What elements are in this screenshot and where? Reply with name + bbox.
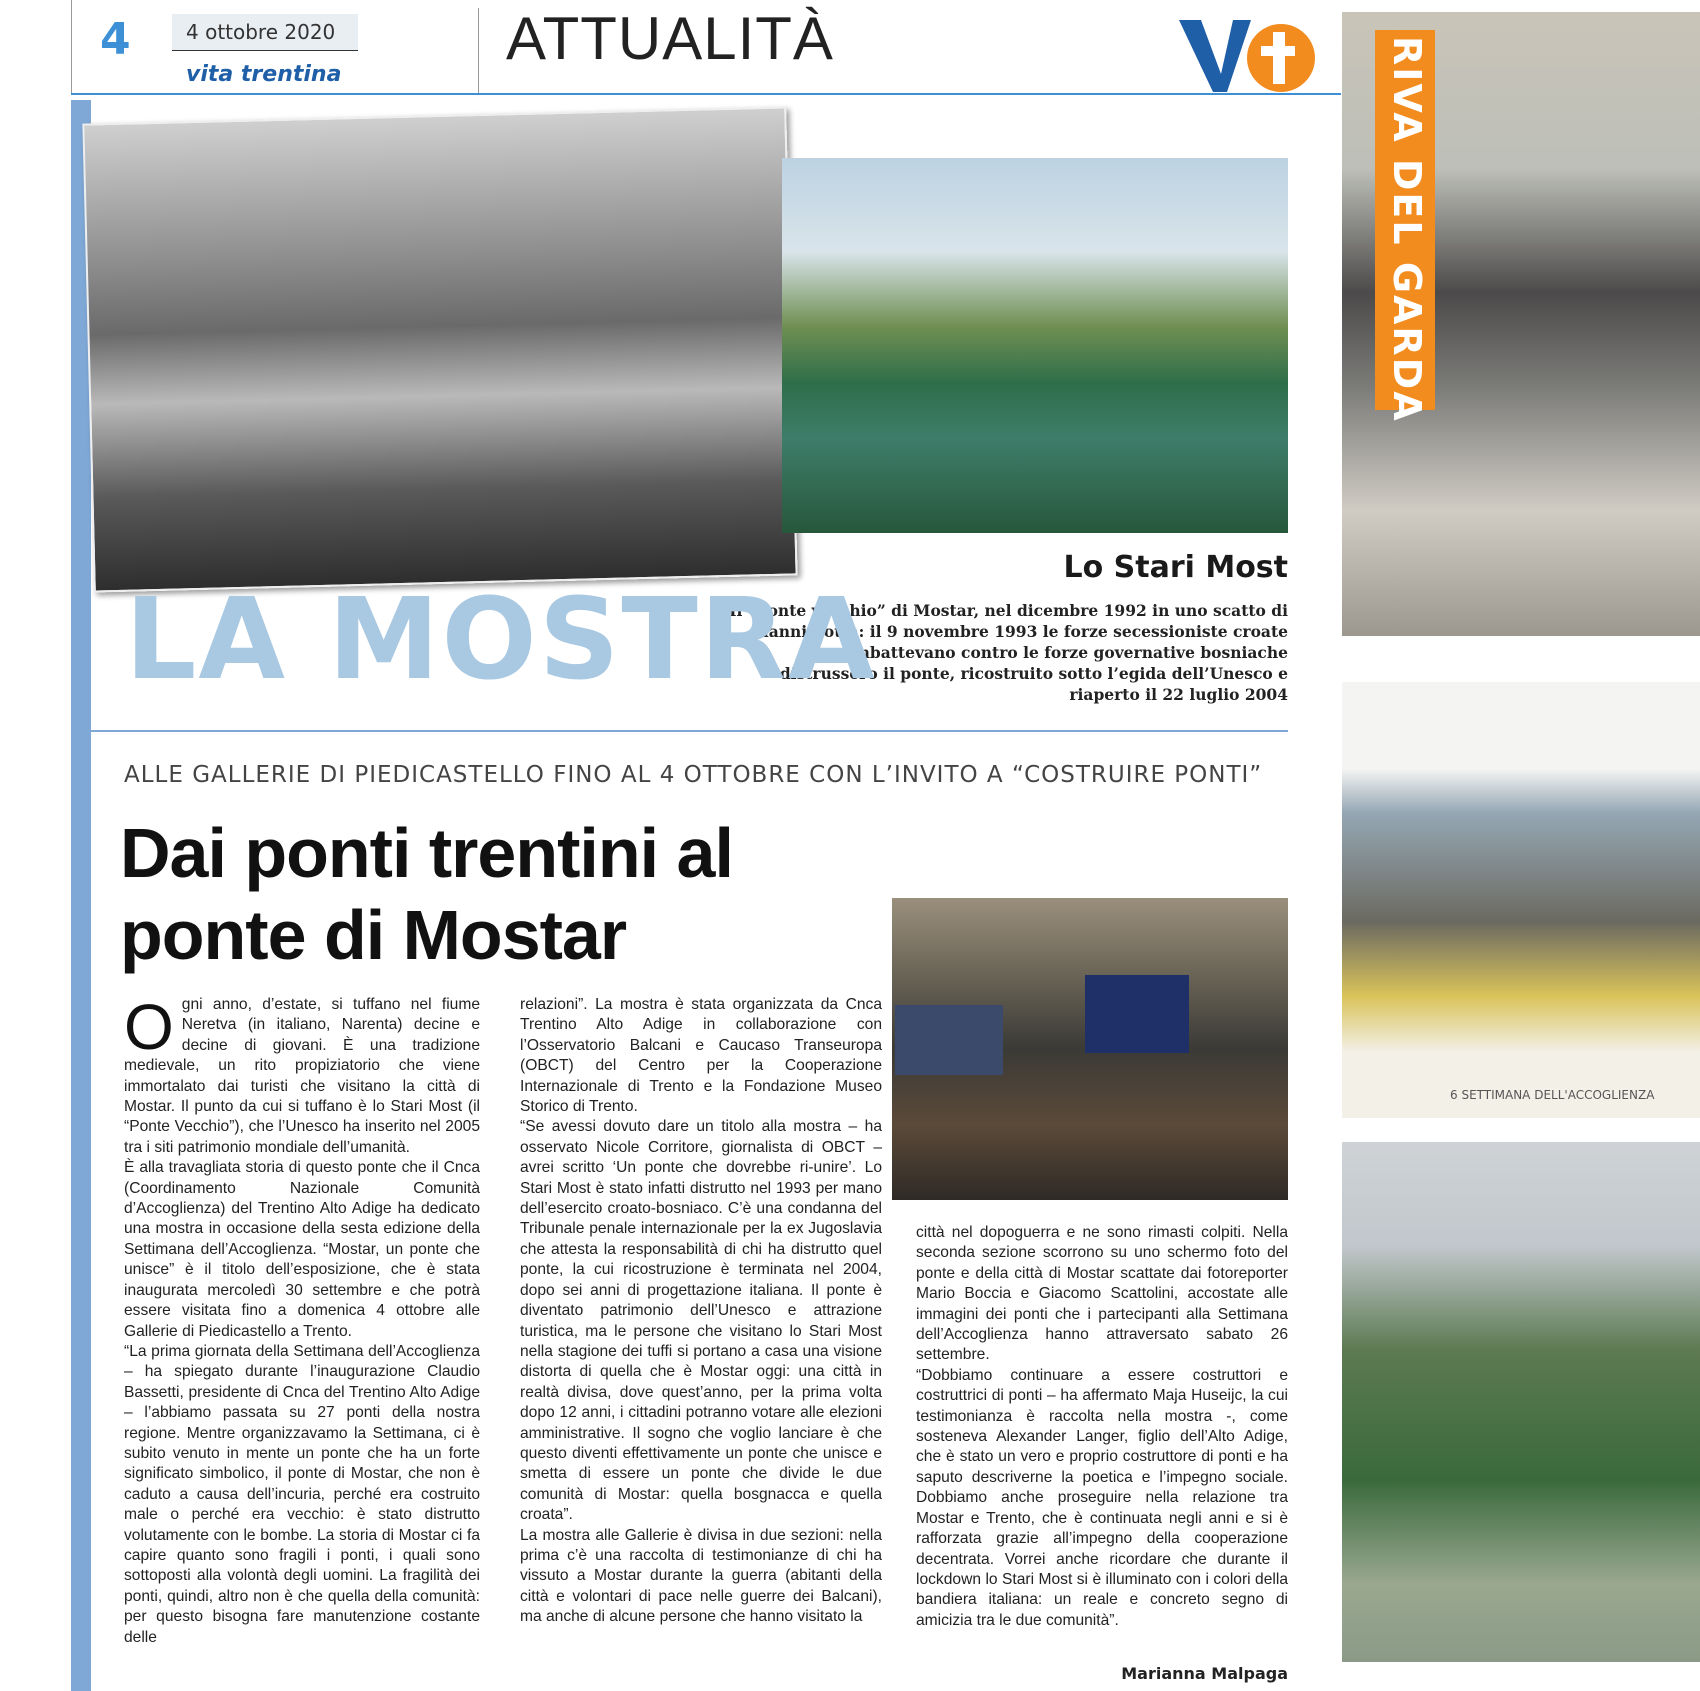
paragraph: “Dobbiamo continuare a essere costruttori e costruttrici di ponti – ha affermato Maja Huseijc, la cui testimonianza è raccolta nella mostra -, come sosteneva Alexander Langer, figlio dell’Alto Adige, che è stato un vero e proprio costruttore di ponti e ha saputo descriverne la poetica e l’impegno sociale. Dobbiamo anche proseguire nella relazione tra Mostar e Trento, che è continuata negli anni e si è rafforzata grazie all’impegno della cooperazione decentrata. Vorrei anche ricordare che durante il lockdown lo Stari Most si è illuminato con i colori della bandiera italiana: un reale e concreto segno di amicizia tra le due comunità”. [916,1366,1288,1629]
projection-screen [895,1005,1003,1075]
paragraph: relazioni”. La mostra è stata organizzata da Cnca Trentino Alto Adige in collaborazione con l’Osservatorio Balcani e Caucaso Transeuropa (OBCT) del Centro per la Cooperazione Internazionale di Trento e la Fondazione Museo Storico di Trento. [520,996,882,1116]
header-rule [71,93,1341,95]
caption-title: Lo Stari Most [1063,550,1288,585]
photo-bridge-frame [1342,682,1700,1118]
article-headline: Dai ponti trentini al ponte di Mostar [120,814,733,974]
drop-cap: O [124,991,174,1063]
article-author: Marianna Malpaga [1121,1664,1288,1683]
section-title: ATTUALITÀ [506,5,834,72]
article-column-1 [124,991,480,1648]
section-label: LA MOSTRA [125,575,877,705]
magazine-logo-icon [1175,12,1315,97]
header-divider [71,0,72,95]
paragraph: È alla travagliata storia di questo ponte che il Cnca (Coordinamento Nazionale Comunità d’Accoglienza) del Trentino Alto Adige ha dedicato una mostra in occasione della sesta edizione della Settimana dell’Accoglienza. “Mostar, un ponte che unisce” è il titolo dell’esposizione, che è stata inaugurata mercoledì 30 settembre e che potrà essere visitata fino a domenica 4 ottobre alle Gallerie di Piedicastello a Trento. [124,1159,480,1340]
paragraph: “Se avessi dovuto dare un titolo alla mostra – ha osservato Nicole Corritore, giornalista di OBCT – avrei scritto ‘Un ponte che dovrebbe ri-unire’. Lo Stari Most è stato infatti distrutto nel 1993 per mano dell’esercito croato-bosniaco. C’è una condanna del Tribunale penale internazionale per la ex Jugoslavia che attesta la responsabilità di chi ha distrutto quel ponte, la cui ricostruzione è terminata nel 2004, dopo sei anni di progettazione italiana. Il ponte è diventato patrimonio dell’Unesco e attrazione turistica, ma le persone che visitano lo Stari Most nella stagione dei tuffi si portano a casa una visione distorta di quella che è Mostar oggi: una città in realtà divisa, dove quest’anno, per la prima volta dopo 12 anni, i cittadini potranno votare alle elezioni amministrative. Il sogno che voglio lanciare è che questo diventi effettivamente un ponte che unisce e smetta di essere un ponte che divide le due comunità di Mostar: quella bosgnacca e quella croata”. [520,1118,882,1524]
sidebar-band-label: RIVA DEL GARDA [1385,36,1429,423]
page-number: 4 [100,14,131,65]
paragraph: città nel dopoguerra e ne sono rimasti colpiti. Nella seconda sezione scorrono su uno schermo foto del ponte e della città di Mostar scattate dai fotoreporter Mario Boccia e Giacomo Scattolini, accostate alle immagini dei ponti che i partecipanti alla Settimana dell’Accoglienza hanno attraversato sabato 26 settembre. [916,1224,1288,1364]
photo-river-bridge [1342,1142,1700,1662]
issue-date: 4 ottobre 2020 [186,20,336,44]
article-kicker: ALLE GALLERIE DI PIEDICASTELLO FINO AL 4 OTTOBRE CON L’INVITO A “COSTRUIRE PONTI” [124,762,1263,788]
header-divider [478,8,479,93]
photo-mostar-1992 [82,106,797,592]
photo-stari-most-today [782,158,1288,533]
article-column-2 [520,995,882,1628]
paragraph: La mostra alle Gallerie è divisa in due sezioni: nella prima c’è una raccolta di testimonianze di chi ha vissuto a Mostar durante la guerra (abitanti della città e volontari di pace nelle guerre dei Balcani), ma anche di alcune persone che hanno visitato la [520,1526,882,1626]
paragraph: gni anno, d’estate, si tuffano nel fiume Neretva (in italiano, Narenta) decine e decine di giovani. È una tradizione medievale, un rito propiziatorio che viene immortalato dai turisti che visitano la città di Mostar. Il punto da cui si tuffano è lo Stari Most (il “Ponte Vecchio”), che l’Unesco ha inserito nel 2005 tra i siti patrimonio mondiale dell’umanità. [124,996,480,1156]
caption-text: Il “ponte vecchio” di Mostar, nel dicembre 1992 in uno scatto di Gianni Zotta: il 9 novembre 1993 le forze secessioniste croate che combattevano contro le forze governative bosniache distrussero il ponte, ricostruito sotto l’egida dell’Unesco e riaperto il 22 luglio 2004 [729,601,1288,704]
article-column-3 [916,1223,1288,1631]
projection-screen [1085,975,1189,1053]
magazine-name: vita trentina [186,62,342,87]
section-rule [71,730,1288,732]
photo-sign-text: 6 SETTIMANA DELL'ACCOGLIENZA [1450,1088,1655,1102]
paragraph: “La prima giornata della Settimana dell’Accoglienza – ha spiegato durante l’inaugurazione Claudio Bassetti, presidente di Cnca del Trentino Alto Adige – l’abbiamo passata su 27 ponti della nostra regione. Mentre organizzavamo la Settimana, ci è subito venuto in mente un ponte che ha un forte significato simbolico, il ponte di Mostar, che non è caduto a causa dell’incuria, perché era costruito male o perché era vecchio: è stato distrutto volutamente con le bombe. La storia di Mostar ci fa capire quanto sono fragili i ponti, i quali sono sottoposti alla volontà degli uomini. La fragilità dei ponti, quindi, altro non è che quella della comunità: per questo bisogna fare manutenzione costante delle [124,1342,480,1646]
